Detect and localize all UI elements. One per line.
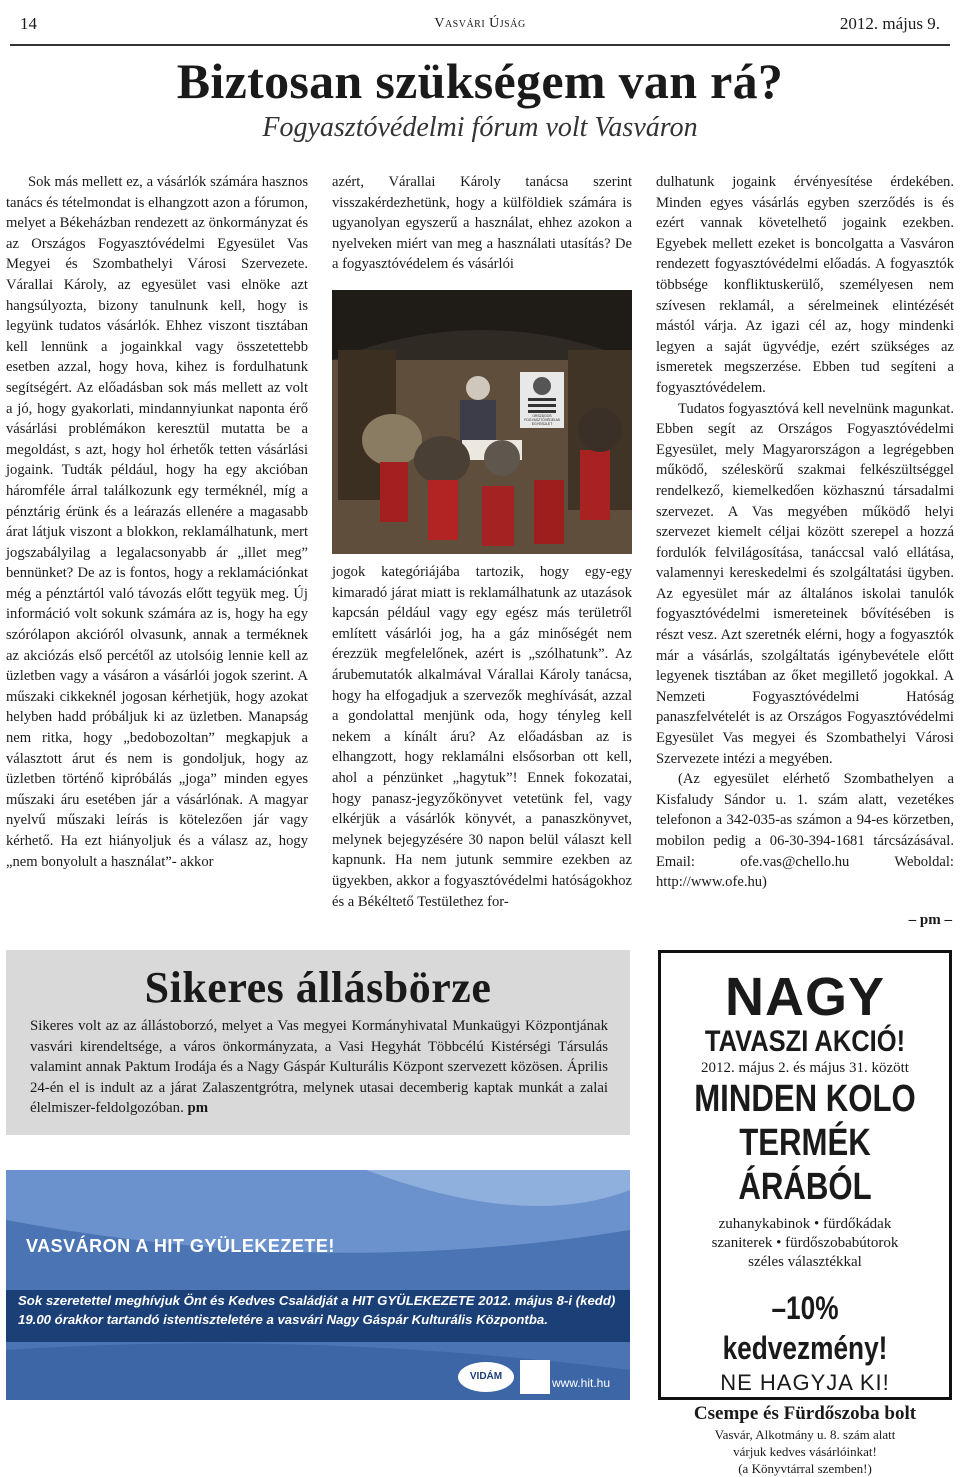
article-paragraph: Sok más mellett ez, a vásárlók számára hasznos tanács és tételmondat is elhangzott azon a fórumon, melyet a Békeházban rendezett az önkormányzat és az Országos Fogyasztóvédelmi Egyesület Vas Megyei és Szombathelyi Városi Szervezete. Várallai Károly, az egyesület vasi elnöke azt hangsúlyozta, bizony tanulnunk kell, hogy is legyünk tudatos vásárlók. Ehhez viszont tisztában kell lennünk a jogainkkal vagy összetettebb esetben azzal, hogy hova, kihez is fordulhatunk segítségért. Az előadásban sok más mellett az volt a jó, hogy gyakorlati, mindannyiunkat naponta érő vásárlási problémákon keresztül mutatta be a megoldást, s azt, hogy hol érhetők tetten vásárlási jogaink. Tudták például, hogy ha egy akcióban háromféle árral találkozunk egy terméknél, míg a pénztárig érünk és a leárazás ellenére a magasabb árat látjuk viszont a blokkon, reklamálhatunk, mert jogszabályilag a legalacsonyabb ár „illet meg” bennünket? De az is fontos, hogy a reklamációnkat még a pénztártól való távozás előtt tegyük meg. Új információ volt sokunk számára az is, hogy ha egy szórólapon akcióról olvasunk, annak a terméknek az akciózás első percétől az utolsóig lennie kell az üzletben vagy a vásáron a vásárlói jogok szerint. A műszaki cikkeknél jogosan kérhetjük, hogy azokat helyben hadd próbáljuk ki az üzletben. Manapság nem ritka, hogy „bedobozoltan” megkapjuk a választott árut és nem is gondoljuk, hogy az üzletben történő kipróbálás „joga” minden egyes műszaki áru esetében jár a vásárlónak. A magyar nyelvű műszaki leírás is kötelezően jár vagy kérhető. Ha ezt hiányoljuk és a válasz az, hogy „nem bonyolult a használat”- akkor [6, 174, 308, 870]
ad-item: zuhanykabinok • fürdőkádak [718, 1216, 892, 1232]
ad-welcome: várjuk kedves vásárlóinkat! [733, 1444, 877, 1459]
hit-gyulekezete-ad [6, 1170, 630, 1400]
issue-date: 2012. május 9. [839, 14, 940, 33]
ad-shop-name: Csempe és Fürdőszoba bolt [693, 1403, 917, 1424]
article-title: Biztosan szükségem van rá? [176, 53, 784, 109]
header-rule [10, 44, 950, 46]
article-subtitle: Fogyasztóvédelmi fórum volt Vasváron [262, 112, 698, 143]
ad-location-note: (a Könyvtárral szemben!) [738, 1461, 872, 1476]
article-paragraph: azért, Várallai Károly tanácsa szerint visszakérdezhetünk, hogy a külföldiek számára is ugyanolyan egyszerű a használat, ehhez azokon a nyelveken miért van meg a használati utasítás? De a fogyasztóvédelem és vásárlói [332, 174, 632, 273]
article-column-2-bottom [332, 562, 632, 912]
ad-minden-kolo: MINDEN KOLO [694, 1078, 916, 1120]
article-column-1 [6, 172, 308, 942]
paper-name: Vasvári Újság [434, 16, 526, 31]
article-paragraph: dulhatunk jogaink érvényesítése érdekében. Minden egyes vásárlás egyben szerződés is és ezért vannak követelhető jogaink ezekben. Egyebek mellett ezeket is boncolgatta a Vasváron rendezett fogyasztóvédelmi előadás. A fogyasztók többsége konfliktuskerülő, személyesen nem szívesen reklamál, a sérelmeinek elintézését mástól várja. Az igazi cél az, hogy mindenki legyen a saját ügyvédje, ezért szükséges az ismeretek megszerzése. Ebben tud segíteni a fogyasztóvédelem. [656, 174, 954, 396]
ad-items [661, 1215, 949, 1272]
vidam-logo: VIDÁM [458, 1362, 514, 1392]
news-box [6, 950, 630, 1135]
page-header [0, 14, 960, 44]
forum-photo [332, 290, 632, 554]
news-box-body: Sikeres volt az az állástoborzó, melyet a Vas megyei Kormányhivatal Munkaügyi Központjának vasvári kirendeltsége, a város önkormányzata, a Vasi Hegyhát Többcélú Kistérségi Társulás valamint annak Paktum Irodája és a Nagy Gáspár Kulturális Központ szervezett közösen. Április 24-én el is indult az a járat Zalaszentgrótra, melynek utasai decemberig kaptak munkát a zalai élelmiszer-feldolgozóban. [30, 1018, 608, 1116]
article-paragraph: jogok kategóriájába tartozik, hogy egy-egy kimaradó járat miatt is reklamálhatunk az utazások kapcsán például vagy egy egész más területről említett vásárlói jog, ha a gáz minőségét nem érezzük megfelelőnek, azért is „szólhatunk”. Az árubemutatók alkalmával Várallai Károly tanácsa, hogy ha elfogadjuk a szervezők meghívását, azzal a gondolattal menjünk oda, hogy tényleg kell nekem a kínált áru? Az előadásban az is elhangzott, hogy reklamálni elsősorban ott kell, ahol a pénzünket „hagytuk”! Ennek fokozatai, hogy panasz-jegyzőkönyvet vetetünk fel, vagy elkérjük a vásárlók könyvét, a panaszkönyvet, melynek bejegyzésére 30 napon belül választ kell kapnunk. Ha nem jutunk semmire ezekben az ügyekben, akkor a fogyasztóvédelmi hatóságokhoz és a Békéltető Testülethez for- [332, 564, 632, 910]
news-box-text [30, 1016, 608, 1119]
article-paragraph: Tudatos fogyasztóvá kell nevelnünk magunkat. Ebben segít az Országos Fogyasztóvédelmi Egyesület, mely Magyarországon a legrégebben működő, széleskörű szakmai felkészültséggel rendelkező, kiemelkedően közhasznú társadalmi szervezet. A Vas megyében működő helyi szervezet kiemelt céljai között szerepel a hozzá fordulók felvilágosítása, tanáccsal való ellátása, valamennyi kereskedelmi és szolgáltatási ügyben. Az egyesület már az általános iskolai tanulók fogyasztóvédelmi ismereteinek bővítésében is részt vesz. Azt szeretnék elérni, hogy a fogyasztók már a vásárlás, szolgáltatás igénybevétele előtt legyenek tisztában az őket megillető jogokkal. A Nemzeti Fogyasztóvédelmi Hatóság panaszfelvételét is az Országos Fogyasztóvédelmi Egyesület Vas megyei és Szombathelyi Városi Szervezete intézi a megyében. [656, 400, 954, 767]
ad-termek-arabol: TERMÉK ÁRÁBÓL [738, 1122, 872, 1208]
photo-banner-text: ORSZÁGOS FOGYASZTÓVÉDELMI EGYESÜLET [524, 414, 560, 426]
ad-discount: –10% kedvezmény! [722, 1290, 888, 1366]
ad-item: szaniterek • fürdőszobabútorok [711, 1235, 899, 1251]
tavaszi-akcio-ad [658, 950, 952, 1476]
article-column-2-top [332, 172, 632, 275]
ad-tavaszi-akcio: TAVASZI AKCIÓ! [704, 1025, 906, 1058]
hit-ad-website[interactable]: www.hit.hu [551, 1376, 610, 1390]
news-box-title: Sikeres állásbörze [144, 963, 492, 1012]
ad-nagy: NAGY [724, 967, 885, 1027]
page-number: 14 [20, 14, 37, 33]
news-box-sign: pm [187, 1100, 209, 1116]
hit-ad-headline: VASVÁRON A HIT GYÜLEKEZETE! [26, 1236, 335, 1256]
hit-ad-invite-line-1: Sok szeretettel meghívjuk Önt és Kedves Családját a HIT GYÜLEKEZETE 2012. május 8-i (kedd) [18, 1293, 616, 1308]
ad-ne-hagyja-ki: NE HAGYJA KI! [720, 1370, 890, 1395]
article-signature: – pm – [908, 912, 952, 928]
forum-photo-image [332, 290, 632, 554]
ad-item: széles választékkal [748, 1254, 862, 1270]
cultural-center-logo [520, 1360, 550, 1394]
ad-dates: 2012. május 2. és május 31. között [701, 1060, 909, 1076]
ad-address: Vasvár, Alkotmány u. 8. szám alatt [714, 1427, 896, 1442]
article-column-3 [656, 172, 954, 893]
article-paragraph: (Az egyesület elérhető Szombathelyen a Kisfaludy Sándor u. 1. szám alatt, vezetékes telefonon a 342-035-as számon a 94-es körzetben, mobilon pedig a 06-30-394-1681 tárcsázásával. Email: ofe.vas@chello.hu Weboldal: http://www.ofe.hu) [656, 771, 954, 891]
hit-ad-invite-line-2: 19.00 órakkor tartandó istentiszteletére a vasvári Nagy Gáspár Kulturális Központba. [18, 1312, 548, 1327]
